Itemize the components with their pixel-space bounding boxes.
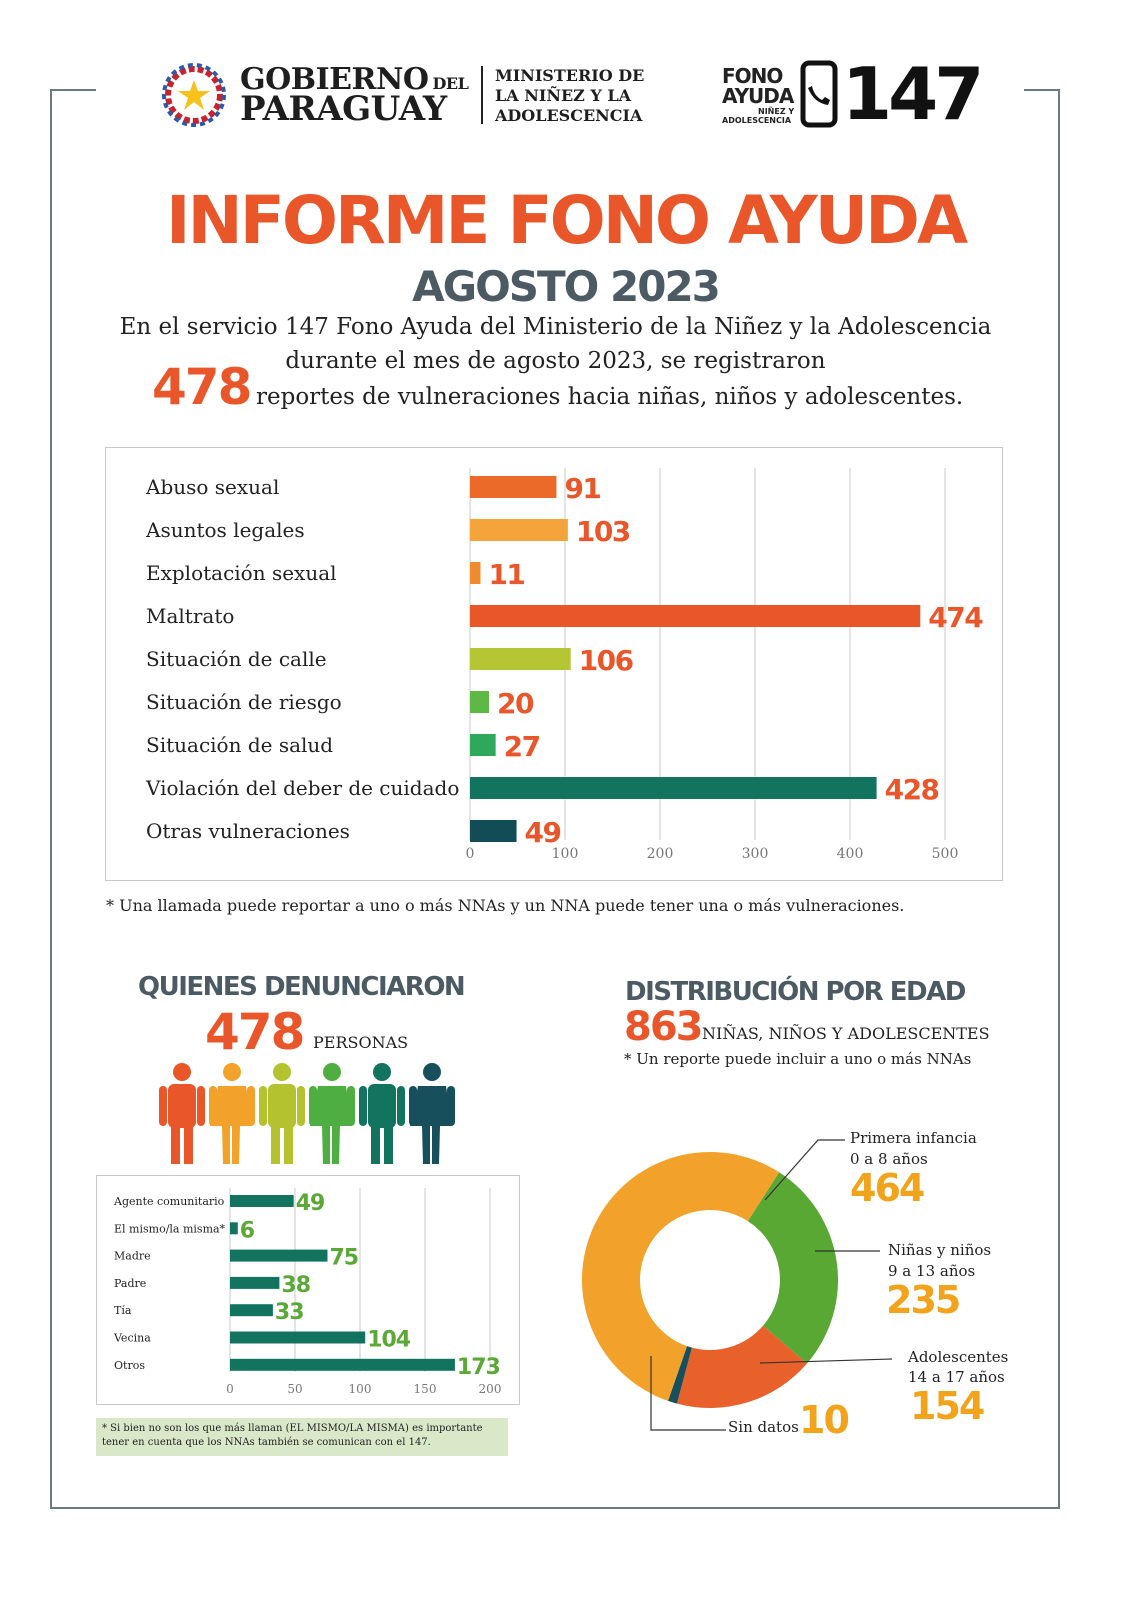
bar-value-label: 75 <box>329 1245 359 1271</box>
bar <box>470 476 556 498</box>
phone-icon <box>800 60 840 130</box>
ministry-line3: ADOLESCENCIA <box>495 106 643 125</box>
x-tick-label: 500 <box>931 846 959 862</box>
age-seg2-label2: 9 a 13 años <box>888 1262 976 1280</box>
government-seal-logo <box>157 60 231 130</box>
age-seg4-label: Sin datos <box>728 1418 799 1436</box>
frame-top-left <box>50 89 96 91</box>
bar-value-label: 6 <box>239 1218 255 1244</box>
bar-value-label: 33 <box>274 1300 304 1326</box>
reporters-unit: PERSONAS <box>313 1033 409 1052</box>
x-tick-label: 100 <box>551 846 579 862</box>
category-label: Abuso sexual <box>146 475 280 499</box>
header-divider <box>481 66 483 124</box>
person-icon <box>259 1063 305 1164</box>
x-tick-label: 100 <box>348 1382 372 1396</box>
category-label: El mismo/la misma* <box>114 1222 226 1236</box>
gov-name-line2: PARAGUAY <box>240 89 447 129</box>
bar-value-label: 49 <box>295 1191 325 1216</box>
bar <box>230 1359 455 1371</box>
age-unit: NIÑAS, NIÑOS Y ADOLESCENTES <box>702 1024 990 1043</box>
x-tick-label: 50 <box>287 1382 303 1396</box>
category-label: Maltrato <box>146 604 235 628</box>
x-tick-label: 150 <box>413 1382 437 1396</box>
bar-value-label: 91 <box>564 472 601 505</box>
age-seg1-label2: 0 a 8 años <box>850 1150 928 1168</box>
person-icon <box>359 1063 405 1164</box>
bar-value-label: 38 <box>281 1272 311 1298</box>
age-seg3-value: 154 <box>910 1384 984 1428</box>
reporters-chart-svg <box>97 1176 519 1404</box>
category-label: Padre <box>114 1276 147 1290</box>
person-icon <box>409 1063 455 1164</box>
x-tick-label: 400 <box>836 846 864 862</box>
category-label: Agente comunitario <box>114 1195 225 1208</box>
age-seg3-label1: Adolescentes <box>908 1348 1009 1366</box>
reporters-title: QUIENES DENUNCIARON <box>138 972 465 1002</box>
bar <box>230 1277 279 1289</box>
category-label: Situación de riesgo <box>146 690 342 714</box>
age-title: DISTRIBUCIÓN POR EDAD <box>625 977 965 1007</box>
age-seg1-value: 464 <box>850 1166 924 1210</box>
category-label: Asuntos legales <box>146 518 305 542</box>
age-seg3-label2: 14 a 17 años <box>908 1368 1005 1386</box>
bar-value-label: 106 <box>578 644 633 677</box>
age-seg2-label1: Niñas y niños <box>888 1241 992 1259</box>
bar <box>230 1304 273 1316</box>
category-label: Vecina <box>114 1331 151 1345</box>
bar <box>470 820 517 842</box>
fono-ayuda-line2: AYUDA <box>722 84 794 108</box>
fono-ayuda-line3: NIÑEZ Y <box>758 107 795 116</box>
person-icon <box>159 1063 205 1164</box>
category-label: Violación del deber de cuidado <box>146 776 460 800</box>
intro-line1: En el servicio 147 Fono Ayuda del Ministerio de la Niñez y la Adolescencia <box>119 314 992 340</box>
x-tick-label: 0 <box>465 846 475 862</box>
category-label: Otras vulneraciones <box>146 819 350 843</box>
category-label: Madre <box>114 1249 151 1263</box>
intro-line2: durante el mes de agosto 2023, se registraron <box>285 348 826 374</box>
x-tick-label: 300 <box>741 846 769 862</box>
bar-value-label: 49 <box>524 816 561 849</box>
frame-bottom <box>50 1507 1060 1509</box>
bar <box>470 605 920 627</box>
bar-value-label: 428 <box>884 773 939 806</box>
bar <box>470 691 489 713</box>
person-icon <box>209 1063 255 1164</box>
x-tick-label: 0 <box>226 1382 234 1396</box>
category-label: Explotación sexual <box>146 561 337 585</box>
fono-number: 147 <box>842 52 981 136</box>
main-footnote: * Una llamada puede reportar a uno o más NNAs y un NNA puede tener una o más vulneraciones. <box>106 896 905 915</box>
x-tick-label: 200 <box>646 846 674 862</box>
bar <box>230 1195 294 1207</box>
bar <box>470 734 496 756</box>
age-seg2-value: 235 <box>886 1278 960 1322</box>
age-note: * Un reporte puede incluir a uno o más NNAs <box>624 1050 972 1068</box>
age-total: 863 <box>624 1004 702 1050</box>
x-tick-label: 200 <box>478 1382 502 1396</box>
person-icon <box>309 1063 355 1164</box>
bar-value-label: 20 <box>497 687 533 720</box>
fono-ayuda-line4: ADOLESCENCIA <box>722 116 792 125</box>
reporters-total: 478 <box>205 1003 304 1061</box>
page-title: INFORME FONO AYUDA <box>165 182 966 259</box>
intro-total: 478 <box>152 358 251 416</box>
bar <box>230 1222 238 1234</box>
vulnerations-chart-svg <box>106 448 1002 880</box>
bar <box>470 562 480 584</box>
bar <box>470 648 571 670</box>
bar-value-label: 474 <box>928 601 983 634</box>
bar-value-label: 103 <box>575 515 630 548</box>
ministry-line2: LA NIÑEZ Y LA <box>495 86 632 105</box>
category-label: Situación de salud <box>146 733 334 757</box>
age-seg4-value: 10 <box>799 1398 848 1442</box>
vulnerations-chart <box>105 447 1003 881</box>
bar-value-label: 104 <box>367 1327 411 1353</box>
ministry-line1: MINISTERIO DE <box>495 66 645 85</box>
page-subtitle: AGOSTO 2023 <box>412 262 719 311</box>
fono-ayuda-line1: FONO <box>722 64 783 88</box>
category-label: Otros <box>114 1358 145 1372</box>
frame-top-right <box>1024 89 1060 91</box>
bar-value-label: 27 <box>503 730 540 763</box>
bar <box>230 1332 365 1344</box>
gov-name-line1: GOBIERNO DEL <box>240 62 469 97</box>
bar <box>470 519 568 541</box>
category-label: Tía <box>114 1304 132 1318</box>
age-seg1-label1: Primera infancia <box>850 1129 977 1147</box>
bar <box>230 1250 328 1262</box>
reporters-chart <box>96 1175 520 1405</box>
bar-value-label: 11 <box>488 558 525 591</box>
people-illustration <box>158 1062 458 1166</box>
bar <box>470 777 877 799</box>
category-label: Situación de calle <box>146 647 327 671</box>
reporters-note: * Si bien no son los que más llaman (EL MISMO/LA MISMA) es importante tener en cuenta que los NNAs también se comunican con el 147. <box>96 1418 508 1456</box>
intro-line3: reportes de vulneraciones hacia niñas, niños y adolescentes. <box>256 384 964 410</box>
bar-value-label: 173 <box>456 1354 500 1380</box>
